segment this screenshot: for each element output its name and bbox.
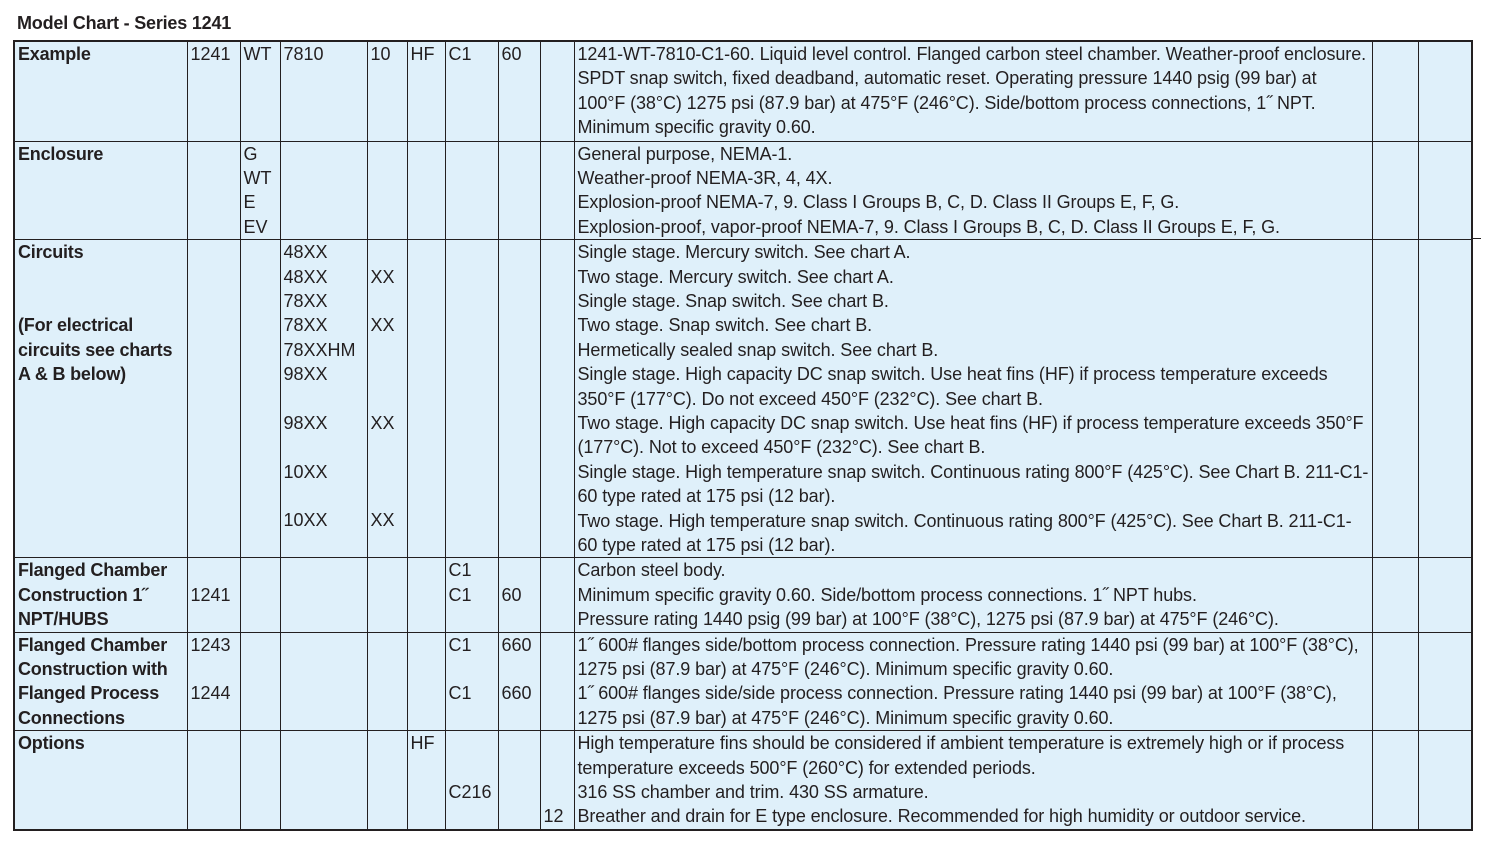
code-cell-c4 bbox=[367, 41, 407, 141]
section-row bbox=[14, 632, 1472, 731]
blank-cell bbox=[1418, 731, 1472, 830]
code-value: 98XX bbox=[283, 412, 328, 433]
code-value: 7810 bbox=[283, 44, 324, 64]
code-value bbox=[371, 484, 404, 508]
code-value: XX bbox=[370, 315, 395, 336]
code-cell-c1 bbox=[187, 558, 240, 632]
description-cell bbox=[574, 41, 1372, 141]
code-value bbox=[502, 142, 537, 166]
description-entry: Pressure rating 1440 psig (99 bar) at 100°F (38°C), 1275 psi (87.9 bar) at 475°F (246°C). bbox=[577, 609, 1279, 630]
code-value bbox=[244, 731, 277, 755]
code-value: 48XX bbox=[283, 266, 328, 287]
section-sublabel: (For electrical circuits see charts A & B below) bbox=[18, 315, 173, 385]
code-value bbox=[371, 633, 404, 657]
description-entry: 1241-WT-7810-C1-60. Liquid level control. Flanged carbon steel chamber. Weather-proof enclosure. SPDT snap switch, fixed deadband, automatic reset. Operating pressure 1440 psig (99 bar) at 100°F (38°C) 1275 psi (87.9 bar) at 475°F (246°C). Side/bottom process connections, 1˝ NPT. Minimum specific gravity 0.60. bbox=[577, 44, 1367, 138]
code-cell-c5 bbox=[407, 141, 445, 240]
blank-cell bbox=[1418, 141, 1472, 240]
code-cell-c8 bbox=[540, 240, 574, 558]
code-value bbox=[544, 240, 571, 264]
code-value bbox=[502, 731, 537, 755]
description-entry: Hermetically sealed snap switch. See chart B. bbox=[577, 339, 939, 360]
description-entry: General purpose, NEMA-1. bbox=[577, 143, 793, 164]
description-entry: Single stage. Snap switch. See chart B. bbox=[577, 290, 889, 311]
code-value bbox=[544, 731, 571, 755]
code-cell-c4 bbox=[367, 632, 407, 731]
code-value: C1 bbox=[448, 44, 472, 64]
code-value bbox=[544, 42, 571, 66]
code-value: 78XX bbox=[283, 315, 328, 336]
section-label-cell bbox=[14, 41, 187, 141]
code-cell-c4 bbox=[367, 240, 407, 558]
code-value: XX bbox=[370, 412, 395, 433]
code-value bbox=[502, 558, 537, 582]
code-value: 78XX bbox=[283, 290, 328, 311]
blank-cell bbox=[1418, 558, 1472, 632]
code-value: 48XX bbox=[283, 242, 328, 263]
code-cell-c8 bbox=[540, 41, 574, 141]
code-cell-c2 bbox=[240, 731, 280, 830]
code-value: C1 bbox=[448, 634, 472, 655]
blank-cell bbox=[1418, 240, 1472, 558]
code-value bbox=[502, 240, 537, 264]
code-value bbox=[284, 484, 364, 508]
code-cell-c1 bbox=[187, 41, 240, 141]
code-cell-c2 bbox=[240, 240, 280, 558]
code-value bbox=[544, 780, 571, 804]
code-value bbox=[371, 731, 404, 755]
code-value bbox=[411, 142, 442, 166]
description-entry: Minimum specific gravity 0.60. Side/bottom process connections. 1˝ NPT hubs. bbox=[577, 584, 1197, 605]
code-cell-c3 bbox=[280, 41, 367, 141]
code-cell-c7 bbox=[498, 632, 540, 731]
code-value: 10 bbox=[370, 44, 391, 64]
code-cell-c6 bbox=[445, 240, 498, 558]
code-cell-c7 bbox=[498, 41, 540, 141]
blank-cell bbox=[1372, 41, 1418, 141]
code-value: 12 bbox=[543, 806, 564, 827]
description-entry: Two stage. High capacity DC snap switch. Use heat fins (HF) if process temperature exceeds 350°F (177°C). Not to exceed 450°F (232°C). See chart B. bbox=[577, 412, 1364, 458]
divider-mark bbox=[1473, 238, 1481, 239]
code-value: C216 bbox=[448, 782, 492, 803]
code-value: 660 bbox=[501, 634, 532, 655]
code-cell-c1 bbox=[187, 240, 240, 558]
description-entry: Explosion-proof NEMA-7, 9. Class I Groups B, C, D. Class II Groups E, F, G. bbox=[577, 192, 1180, 213]
code-value: G bbox=[243, 143, 258, 164]
section-label-cell bbox=[14, 141, 187, 240]
code-value: EV bbox=[243, 216, 268, 237]
code-cell-c8 bbox=[540, 141, 574, 240]
code-cell-c4 bbox=[367, 558, 407, 632]
code-cell-c3 bbox=[280, 558, 367, 632]
code-value bbox=[371, 240, 404, 264]
description-entry: 1˝ 600# flanges side/bottom process connection. Pressure rating 1440 psi (99 bar) at 100°F (38°C), 1275 psi (87.9 bar) at 475°F (246°C). Minimum specific gravity 0.60. bbox=[577, 634, 1359, 680]
code-value bbox=[284, 142, 364, 166]
description-entry: High temperature fins should be considered if ambient temperature is extremely high or if process temperature exceeds 500°F (260°C) for extended periods. bbox=[577, 733, 1345, 778]
code-cell-c5 bbox=[407, 41, 445, 141]
code-value: 10XX bbox=[283, 461, 328, 482]
description-cell bbox=[574, 240, 1372, 558]
section-label-cell bbox=[14, 240, 187, 558]
section-label: Enclosure bbox=[18, 143, 104, 164]
code-value: 10XX bbox=[283, 510, 328, 531]
code-cell-c8 bbox=[540, 632, 574, 731]
code-value: 1241 bbox=[190, 44, 231, 64]
code-cell-c2 bbox=[240, 632, 280, 731]
code-cell-c6 bbox=[445, 558, 498, 632]
code-cell-c7 bbox=[498, 141, 540, 240]
description-entry: Single stage. High capacity DC snap switch. Use heat fins (HF) if process temperature exceeds 350°F (177°C). Do not exceed 450°F (232°C). See chart B. bbox=[577, 364, 1328, 409]
code-value bbox=[411, 240, 442, 264]
code-cell-c3 bbox=[280, 240, 367, 558]
code-value bbox=[371, 386, 404, 410]
section-label: Flanged Chamber Construction with Flanged Process Connections bbox=[18, 634, 168, 728]
code-value bbox=[284, 558, 364, 582]
code-value: XX bbox=[370, 510, 395, 531]
description-entry: Explosion-proof, vapor-proof NEMA-7, 9. Class I Groups B, C, D. Class II Groups E, F, G. bbox=[577, 216, 1280, 237]
code-value: C1 bbox=[448, 683, 472, 704]
code-value: 1243 bbox=[190, 634, 231, 655]
code-value: WT bbox=[243, 44, 272, 64]
section-row bbox=[14, 731, 1472, 830]
code-value: XX bbox=[370, 266, 395, 287]
section-row bbox=[14, 240, 1472, 558]
code-value bbox=[411, 633, 442, 657]
code-value bbox=[284, 435, 364, 459]
code-value bbox=[449, 240, 495, 264]
code-cell-c4 bbox=[367, 141, 407, 240]
code-value bbox=[371, 142, 404, 166]
code-value: C1 bbox=[448, 560, 472, 581]
code-value bbox=[191, 731, 237, 755]
code-value: C1 bbox=[448, 584, 472, 605]
code-value bbox=[449, 657, 495, 681]
section-label-cell bbox=[14, 632, 187, 731]
code-value bbox=[191, 558, 237, 582]
blank-cell bbox=[1372, 558, 1418, 632]
code-value bbox=[449, 756, 495, 780]
code-value bbox=[191, 240, 237, 264]
code-value: HF bbox=[410, 44, 435, 64]
code-value bbox=[371, 460, 404, 484]
blank-cell bbox=[1418, 632, 1472, 731]
description-entry: Two stage. High temperature snap switch. Continuous rating 800°F (425°C). See Chart B. 211-C1-60 type rated at 175 psi (12 bar). bbox=[577, 510, 1352, 555]
code-value bbox=[371, 338, 404, 362]
code-value: 60 bbox=[501, 44, 522, 64]
blank-cell bbox=[1372, 731, 1418, 830]
section-label: Example bbox=[18, 44, 91, 64]
section-label-cell bbox=[14, 558, 187, 632]
code-value bbox=[449, 142, 495, 166]
code-value: 660 bbox=[501, 683, 532, 704]
code-cell-c1 bbox=[187, 141, 240, 240]
description-entry: Single stage. High temperature snap switch. Continuous rating 800°F (425°C). See Chart B. 211-C1-60 type rated at 175 psi (12 bar). bbox=[577, 461, 1369, 507]
code-value bbox=[371, 435, 404, 459]
code-cell-c6 bbox=[445, 141, 498, 240]
code-value bbox=[544, 633, 571, 657]
code-value: 1244 bbox=[190, 683, 231, 704]
page-title: Model Chart - Series 1241 bbox=[17, 13, 232, 33]
code-value bbox=[502, 657, 537, 681]
code-value bbox=[449, 731, 495, 755]
code-value bbox=[284, 633, 364, 657]
description-cell bbox=[574, 558, 1372, 632]
code-cell-c1 bbox=[187, 632, 240, 731]
code-value: WT bbox=[243, 167, 272, 188]
code-cell-c5 bbox=[407, 731, 445, 830]
code-cell-c6 bbox=[445, 632, 498, 731]
code-value bbox=[371, 362, 404, 386]
model-chart-table bbox=[13, 40, 1473, 831]
section-row bbox=[14, 141, 1472, 240]
code-value: 60 bbox=[501, 584, 522, 605]
code-value: 98XX bbox=[283, 364, 328, 385]
code-value bbox=[544, 142, 571, 166]
code-value bbox=[284, 386, 364, 410]
code-value bbox=[284, 731, 364, 755]
code-cell-c4 bbox=[367, 731, 407, 830]
code-value bbox=[371, 558, 404, 582]
code-value bbox=[244, 633, 277, 657]
code-value bbox=[544, 558, 571, 582]
code-cell-c8 bbox=[540, 731, 574, 830]
code-cell-c8 bbox=[540, 558, 574, 632]
description-cell bbox=[574, 141, 1372, 240]
code-cell-c7 bbox=[498, 731, 540, 830]
code-value bbox=[244, 558, 277, 582]
code-value: E bbox=[243, 192, 256, 213]
section-row bbox=[14, 41, 1472, 141]
description-entry: Two stage. Snap switch. See chart B. bbox=[577, 315, 873, 336]
section-row bbox=[14, 558, 1472, 632]
section-label: Options bbox=[18, 733, 85, 754]
description-cell bbox=[574, 731, 1372, 830]
code-value bbox=[411, 558, 442, 582]
code-value bbox=[544, 756, 571, 780]
description-entry: Carbon steel body. bbox=[577, 560, 726, 581]
code-cell-c2 bbox=[240, 141, 280, 240]
section-label: Circuits bbox=[18, 242, 84, 263]
description-entry: 1˝ 600# flanges side/side process connection. Pressure rating 1440 psi (99 bar) at 100°F (38°C), 1275 psi (87.9 bar) at 475°F (246°C). Minimum specific gravity 0.60. bbox=[577, 683, 1337, 728]
description-entry: Single stage. Mercury switch. See chart A. bbox=[577, 242, 911, 263]
code-value bbox=[371, 289, 404, 313]
code-cell-c3 bbox=[280, 141, 367, 240]
blank-cell bbox=[1418, 41, 1472, 141]
blank-cell bbox=[1372, 240, 1418, 558]
description-cell bbox=[574, 632, 1372, 731]
description-entry: Weather-proof NEMA-3R, 4, 4X. bbox=[577, 167, 833, 188]
description-entry: Breather and drain for E type enclosure. Recommended for high humidity or outdoor service. bbox=[577, 806, 1306, 827]
code-cell-c1 bbox=[187, 731, 240, 830]
code-cell-c6 bbox=[445, 731, 498, 830]
code-cell-c6 bbox=[445, 41, 498, 141]
code-value: 78XXHM bbox=[283, 339, 356, 360]
section-label: Flanged Chamber Construction 1˝ NPT/HUBS bbox=[18, 560, 168, 630]
code-cell-c5 bbox=[407, 558, 445, 632]
code-cell-c5 bbox=[407, 632, 445, 731]
code-value: HF bbox=[410, 733, 435, 754]
code-value: 1241 bbox=[190, 584, 231, 605]
code-value bbox=[191, 657, 237, 681]
code-cell-c2 bbox=[240, 41, 280, 141]
code-cell-c3 bbox=[280, 731, 367, 830]
code-cell-c5 bbox=[407, 240, 445, 558]
code-value bbox=[191, 142, 237, 166]
chart-body bbox=[14, 41, 1472, 830]
blank-cell bbox=[1372, 632, 1418, 731]
code-cell-c7 bbox=[498, 558, 540, 632]
blank-cell bbox=[1372, 141, 1418, 240]
code-value bbox=[244, 240, 277, 264]
description-entry: 316 SS chamber and trim. 430 SS armature. bbox=[577, 782, 929, 803]
code-cell-c3 bbox=[280, 632, 367, 731]
code-cell-c7 bbox=[498, 240, 540, 558]
code-cell-c2 bbox=[240, 558, 280, 632]
section-label-cell bbox=[14, 731, 187, 830]
description-entry: Two stage. Mercury switch. See chart A. bbox=[577, 266, 894, 287]
